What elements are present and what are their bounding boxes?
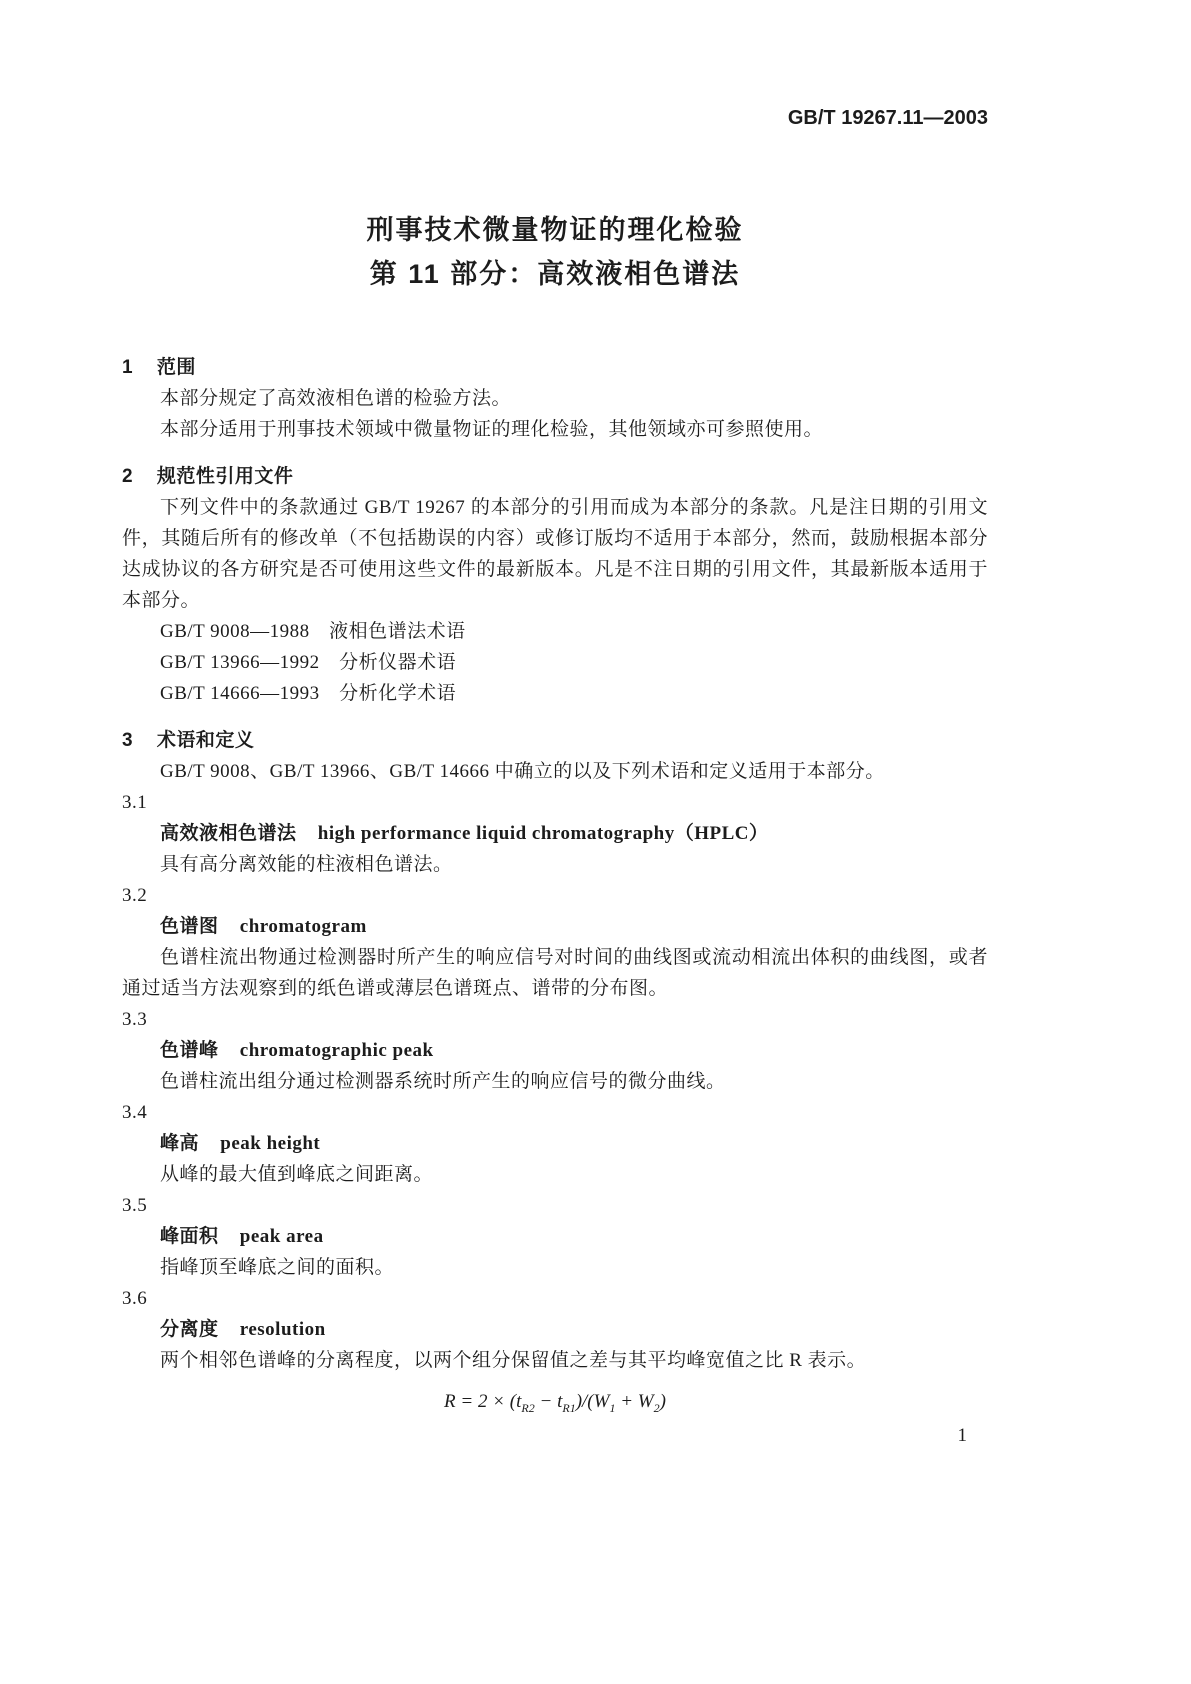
doc-header xyxy=(122,0,988,130)
term-title-en: high performance liquid chromatography（HPLC） xyxy=(317,823,769,844)
section-2-number: 2 xyxy=(122,466,134,487)
section-1-paragraph: 本部分适用于刑事技术领域中微量物证的理化检验，其他领域亦可参照使用。 xyxy=(160,419,824,440)
section-3-heading xyxy=(122,725,988,756)
term-definition: 具有高分离效能的柱液相色谱法。 xyxy=(160,854,453,875)
term-title-cn: 色谱峰 xyxy=(160,1040,219,1061)
section-1-title: 范围 xyxy=(156,357,196,378)
term-title xyxy=(122,1221,988,1252)
section-3-intro: GB/T 9008、GB/T 13966、GB/T 14666 中确立的以及下列术语和定义适用于本部分。 xyxy=(160,761,885,782)
term-title xyxy=(122,1128,988,1159)
section-1-paragraph: 本部分规定了高效液相色谱的检验方法。 xyxy=(160,388,512,409)
page-number: 1 xyxy=(957,1425,967,1446)
section-2-heading xyxy=(122,461,988,492)
term-number: 3.1 xyxy=(122,792,148,813)
section-1-heading xyxy=(122,352,988,383)
term-title-cn: 高效液相色谱法 xyxy=(160,823,297,844)
doc-number: GB/T 19267.11—2003 xyxy=(787,107,988,129)
doc-title xyxy=(122,208,988,296)
term-title-cn: 分离度 xyxy=(160,1319,219,1340)
formula-mid1: − t xyxy=(534,1391,563,1412)
term-title-en: chromatographic peak xyxy=(239,1040,434,1061)
reference-item: GB/T 13966—1992 分析仪器术语 xyxy=(160,652,457,673)
formula-mid2: )/(W xyxy=(575,1391,610,1412)
term-title xyxy=(122,911,988,942)
term-number: 3.4 xyxy=(122,1102,148,1123)
section-1-number: 1 xyxy=(122,357,134,378)
term-title-cn: 峰面积 xyxy=(160,1226,219,1247)
term-title-en: peak area xyxy=(239,1226,324,1247)
term-number: 3.3 xyxy=(122,1009,148,1030)
formula-sub-r1: R1 xyxy=(562,1400,576,1415)
term-definition: 色谱柱流出物通过检测器时所产生的响应信号对时间的曲线图或流动相流出体积的曲线图，或者通过适当方法观察到的纸色谱或薄层色谱斑点、谱带的分布图。 xyxy=(122,947,988,999)
term-title xyxy=(122,1035,988,1066)
term-title-en: resolution xyxy=(239,1319,326,1340)
reference-item: GB/T 14666—1993 分析化学术语 xyxy=(160,683,457,704)
term-definition: 从峰的最大值到峰底之间距离。 xyxy=(160,1164,434,1185)
formula-lead: R = 2 × (t xyxy=(444,1391,522,1412)
term-number: 3.2 xyxy=(122,885,148,906)
section-3-number: 3 xyxy=(122,730,134,751)
formula-sub-w2: 2 xyxy=(653,1400,660,1415)
term-title xyxy=(122,1314,988,1345)
doc-title-line2: 第 11 部分：高效液相色谱法 xyxy=(369,259,741,289)
formula-sub-r2: R2 xyxy=(521,1400,535,1415)
term-number: 3.5 xyxy=(122,1195,148,1216)
section-2-intro: 下列文件中的条款通过 GB/T 19267 的本部分的引用而成为本部分的条款。凡是注日期的引用文件，其随后所有的修改单（不包括勘误的内容）或修订版均不适用于本部分，然而，鼓励根据本部分达成协议的各方研究是否可使用这些文件的最新版本。凡是不注日期的引用文件，其最新版本适用于本部分。 xyxy=(122,497,988,611)
section-3-title: 术语和定义 xyxy=(156,730,255,751)
section-2-title: 规范性引用文件 xyxy=(156,466,294,487)
term-definition: 色谱柱流出组分通过检测器系统时所产生的响应信号的微分曲线。 xyxy=(160,1071,726,1092)
reference-item: GB/T 9008—1988 液相色谱法术语 xyxy=(160,621,466,642)
term-title-cn: 峰高 xyxy=(160,1133,200,1154)
formula-mid3: + W xyxy=(615,1391,654,1412)
term-definition: 指峰顶至峰底之间的面积。 xyxy=(160,1257,395,1278)
formula-tail: ) xyxy=(659,1391,666,1412)
doc-title-line1: 刑事技术微量物证的理化检验 xyxy=(366,215,744,245)
term-title-en: peak height xyxy=(220,1133,321,1154)
page-content xyxy=(122,0,988,1417)
term-title xyxy=(122,818,988,849)
resolution-formula xyxy=(122,1386,988,1417)
formula-sub-w1: 1 xyxy=(609,1400,616,1415)
term-definition: 两个相邻色谱峰的分离程度，以两个组分保留值之差与其平均峰宽值之比 R 表示。 xyxy=(160,1350,867,1371)
term-title-en: chromatogram xyxy=(239,916,367,937)
term-title-cn: 色谱图 xyxy=(160,916,219,937)
term-number: 3.6 xyxy=(122,1288,148,1309)
